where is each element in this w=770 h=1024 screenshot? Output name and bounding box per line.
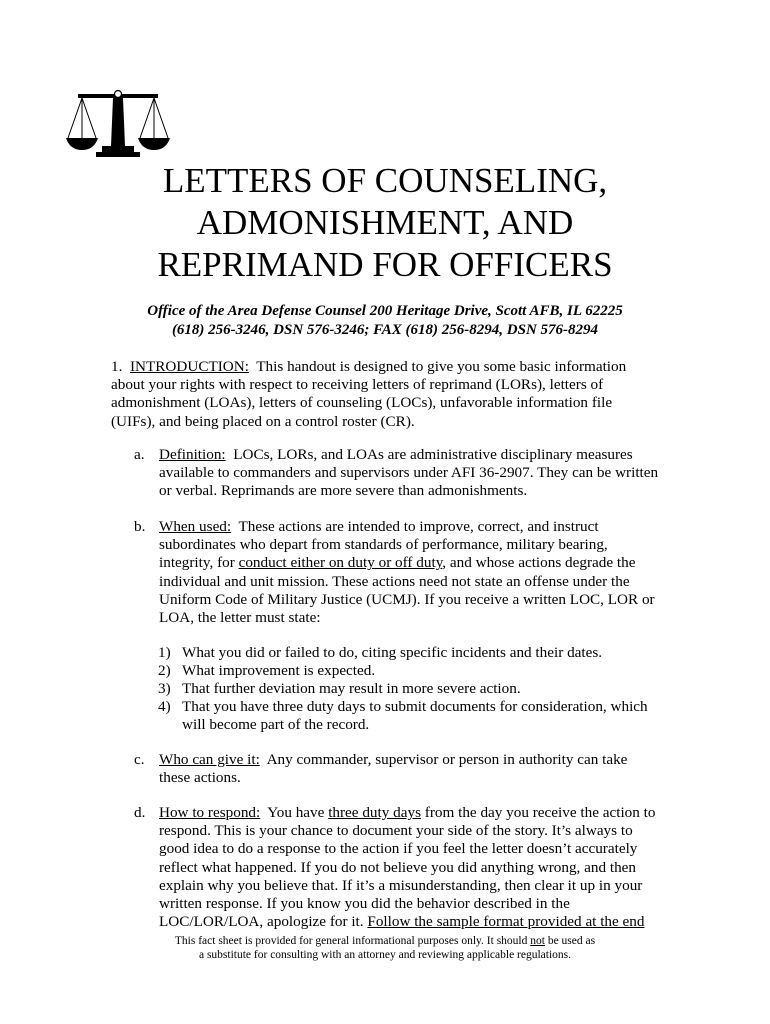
item-text: from the day you receive the action to respond. This is your chance to document your side of the story. It’s always to good idea to do a response to the action if you feel the letter doesn’t accurately reflect what happened. If you do not believe you did anything wrong, and then explain why you believe that. If it’s a misunderstanding, then clear it up in your written response. If you know you did the behavior described in the LOC/LOR/LOA, apologize for it. [159, 804, 656, 931]
list-number: 2) [158, 662, 171, 679]
item-heading: How to respond: [159, 804, 261, 821]
office-line-2: (618) 256-3246, DSN 576-3246; FAX (618) 256-8294, DSN 576-8294 [171, 322, 599, 338]
item-underlined-text: Follow the sample format provided at the end [367, 913, 645, 931]
footer-line-2: a substitute for consulting with an attorney and reviewing applicable regulations. [198, 949, 572, 961]
item-when-used [134, 518, 659, 627]
list-item [158, 698, 658, 734]
item-who-can-give [134, 751, 659, 787]
item-heading: Definition: [159, 446, 226, 463]
list-number: 4) [158, 698, 171, 715]
list-text: That further deviation may result in more severe action. [182, 680, 521, 697]
footer-text: This fact sheet is provided for general informational purposes only. It should [174, 935, 528, 947]
intro-number: 1. [111, 358, 123, 375]
item-text: Any commander, supervisor or person in authority can take these actions. [159, 751, 628, 787]
list-number: 1) [158, 644, 171, 661]
intro-text: This handout is designed to give you some basic information about your rights with respect to receiving letters of reprimand (LORs), letters of admonishment (LOAs), letters of counseling (LOCs), unfavorable information file (UIFs), and being placed on a control roster (CR). [111, 358, 627, 430]
intro-heading: INTRODUCTION: [129, 358, 249, 375]
item-label: c. [134, 751, 145, 768]
item-label: a. [134, 446, 145, 463]
item-text: You have [267, 804, 325, 821]
title-line-2: ADMONISHMENT, AND [196, 203, 574, 242]
introduction-paragraph [111, 358, 651, 431]
item-label: b. [134, 518, 146, 535]
list-text: What improvement is expected. [182, 662, 376, 679]
item-definition [134, 446, 659, 501]
item-how-to-respond [134, 804, 659, 931]
item-text: LOCs, LORs, and LOAs are administrative disciplinary measures available to commanders and supervisors under AFI 36-2907. They can be written or verbal. Reprimands are more severe than admonishments. [159, 446, 659, 500]
list-number: 3) [158, 680, 171, 697]
list-text: That you have three duty days to submit documents for consideration, which will become part of the record. [182, 698, 648, 734]
list-item [158, 680, 658, 698]
footer-disclaimer [100, 934, 670, 962]
title-line-1: LETTERS OF COUNSELING, [162, 161, 608, 200]
list-text: What you did or failed to do, citing specific incidents and their dates. [182, 644, 603, 661]
office-line-1: Office of the Area Defense Counsel 200 Heritage Drive, Scott AFB, IL 62225 [147, 303, 623, 319]
item-label: d. [134, 804, 146, 821]
item-text: These actions are intended to improve, correct, and instruct subordinates who depart from standards of performance, military bearing, integrity, for [159, 518, 608, 572]
office-address [100, 302, 670, 340]
page-title [150, 160, 620, 286]
list-item [158, 644, 658, 662]
item-heading: Who can give it: [159, 751, 260, 768]
list-item [158, 662, 658, 680]
item-heading: When used: [159, 518, 232, 535]
item-text: , and whose actions degrade the individual and unit mission. These actions need not state an offense under the Uniform Code of Military Justice (UCMJ). If you receive a written LOC, LOR or LOA, the letter must state: [159, 554, 655, 627]
item-underlined-text: conduct either on duty or off duty [238, 554, 443, 572]
title-line-3: REPRIMAND FOR OFFICERS [157, 245, 613, 284]
footer-text: be used as [547, 935, 596, 947]
footer-not: not [530, 935, 545, 947]
scales-of-justice-icon [64, 88, 172, 160]
item-underlined-text: three duty days [328, 804, 421, 821]
